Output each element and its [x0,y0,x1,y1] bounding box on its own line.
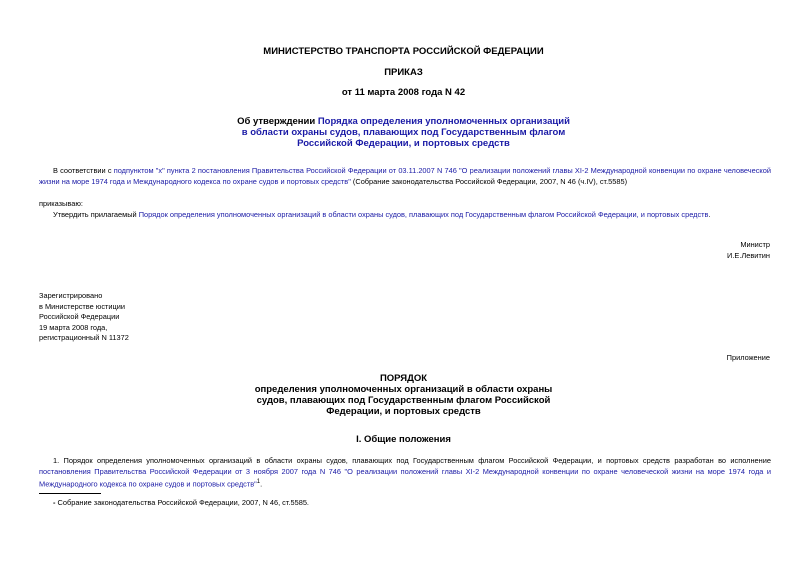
ministry-heading: МИНИСТЕРСТВО ТРАНСПОРТА РОССИЙСКОЙ ФЕДЕРАЦИИ [263,46,544,57]
registration-line2: в Министерстве юстиции [39,302,126,311]
signature-name: И.Е.Левитин [727,251,770,260]
order-title-line1 [0,116,807,127]
registration-line1: Зарегистрировано [39,291,103,300]
section1-paragraph: 1. Порядок определения уполномоченных организаций в области охраны судов, плавающих под Государственным флагом Российской Федерации, и портовых средств разработан во исполнение постановления Правительства Российской Федерации от 3 ноября 2007 года N 746 "О реализации положений главы XI-2 Международной конвенции по охране человеческой жизни на море 1974 года и Международного кодекса по охране судов и портовых средств"$^1$. [39,456,771,489]
registration-line3: Российской Федерации [39,312,120,321]
order-date-number: от 11 марта 2008 года N 42 [341,87,466,98]
registration-line5: регистрационный N 11372 [39,333,129,342]
preamble-text: В соответствии с [53,166,114,175]
order-title-link[interactable]: Порядка определения уполномоченных организаций [317,116,570,127]
section1-link[interactable]: постановления Правительства Российской Федерации от 3 ноября 2007 года N 746 "О реализации положений главы XI-2 Международной конвенции по охране человеческой жизни на море 1974 года и Международного кодекса по охране судов и портовых средств" [39,467,771,489]
order-title-prefix: Об утверждении [237,116,318,127]
preamble-paragraph [39,165,771,187]
procedure-heading: ПОРЯДОК [379,373,428,384]
appendix-label: Приложение [726,353,770,362]
approve-text: Утвердить прилагаемый [53,210,139,219]
procedure-subtitle-line1: определения уполномоченных организаций в области охраны [254,384,553,395]
order-word: приказываю: [39,199,83,208]
preamble-source: (Собрание законодательства Российской Федерации, 2007, N 46 (ч.IV), ст.5585) [350,177,628,187]
preamble-link[interactable]: подпунктом "х" пункта 2 постановления Правительства Российской Федерации от 03.11.2007 N 746 "О реализации положений главы XI-2 Международной конвенции по охране человеческой жизни на море 1974 года и Международного кодекса по охране судов и портовых средств" [39,166,771,187]
footnote-reference[interactable]: 1 [256,479,261,486]
document-type: ПРИКАЗ [384,67,423,78]
approve-link[interactable]: Порядок определения уполномоченных организаций в области охраны судов, плавающих под Государственным флагом Российской Федерации, и портовых средств [138,210,709,219]
footnote-divider [39,493,101,494]
order-title-line2[interactable]: в области охраны судов, плавающих под Государственным флагом [241,127,566,138]
signature-position: Министр [740,240,770,249]
approve-paragraph: Утвердить прилагаемый Порядок определения уполномоченных организаций в области охраны судов, плавающих под Государственным флагом Российской Федерации, и портовых средств. [53,210,711,219]
order-title-line3[interactable]: Российской Федерации, и портовых средств [297,138,510,149]
section1-text: 1. Порядок определения уполномоченных организаций в области охраны судов, плавающих под Государственным флагом Российской Федерации, и портовых средств разработан во исполнение [53,456,771,465]
procedure-subtitle-line3: Федерации, и портовых средств [326,406,481,417]
footnote-text: Собрание законодательства Российской Федерации, 2007, N 46, ст.5585. [57,498,309,507]
registration-line4: 19 марта 2008 года, [39,323,108,332]
footnote-marker: - [53,498,56,507]
procedure-subtitle-line2: судов, плавающих под Государственным флагом Российской [256,395,551,406]
section-heading: I. Общие положения [356,434,451,445]
footnote [53,497,309,508]
